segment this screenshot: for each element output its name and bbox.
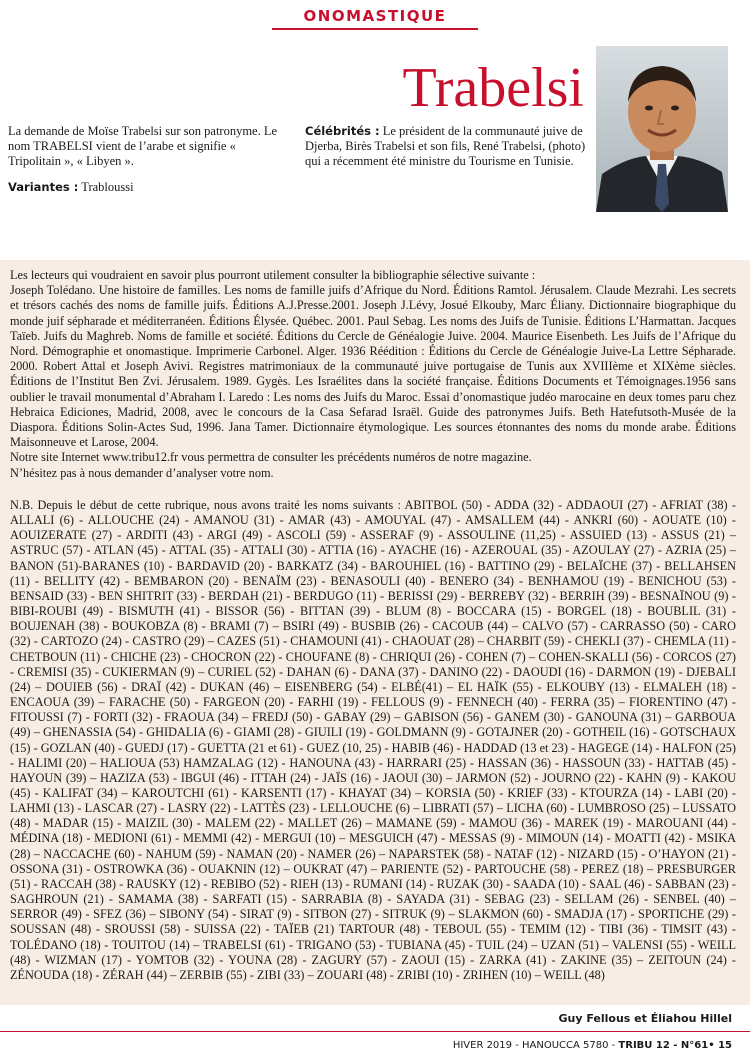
intro-paragraph: [8, 124, 284, 169]
website-note: Notre site Internet www.tribu12.fr vous permettra de consulter les précédents numéros de notre magazine.: [10, 450, 532, 465]
variants-line: [8, 180, 284, 195]
celebrities-paragraph: [305, 124, 592, 169]
authors-credit: Guy Fellous et Éliahou Hillel: [558, 1012, 732, 1025]
footer-magazine: TRIBU 12 - N°61• 15: [618, 1040, 732, 1051]
page-title: Trabelsi: [402, 57, 584, 119]
bibliography-body: Joseph Tolédano. Une histoire de familles. Les noms de famille juifs d’Afrique du Nord. Éditions Ramtol. Jérusalem. Claude Mezrahi. Les secrets et trésors cachés des noms de famille juifs. Éditions A.J.Presse.2001. Joseph J.Lévy, Josué Elkouby, Marc Éliany. Dictionnaire biographique du monde juif sépharade et méditerranéen. Éditions Élysée. Québec. 2001. Paul Sebag. Les noms des Juifs de Tunisie. Éditions L’Harmattan. Jacques Taïeb. Juifs du Maghreb. Noms de famille et société. Éditions du Cercle de Généalogie Juive. 2004. Maurice Eisenbeth. Les Juifs de l’Afrique du Nord. Démographie et onomastique. Imprimerie Carbonel. Alger. 1936 Réédition : Éditions du Cercle de Généalogie Juive-La Lettre Sépharade. 2000. Robert Attal et Joseph Avivi. Registres matrimoniaux de la communauté juive portugaise de Tunis aux XVIIIème et XIXème siècles. Éditions de l’Institut Ben Zvi. Jérusalem. 1989. Gygès. Les Israélites dans la société française. Éditions Documents et Témoignages.1956 sans oublier le travail monumental d’Abraham I. Laredo : Les noms des Juifs du Maroc. Essai d’onomastique judéo marocaine en deux tomes paru chez Hebraica Ediciones, Madrid, 2008, avec le concours de la Casa Sefarad Israël. Guide des patronymes Juifs. Beth Hatefutsoth-Musée de la Diaspora. Éditions Solin-Actes Sud, 1996. Jana Tamer. Dictionnaire étymologique. Les sources étonnantes des noms du monde arabe. Éditions Maisonneuve et Larose, 2004.: [10, 283, 736, 450]
intro-text: La demande de Moïse Trabelsi sur son patronyme. Le nom TRABELSI vient de l’arabe et signifie « Tripolitain », « Libyen ».: [8, 124, 278, 168]
treated-names-list: N.B. Depuis le début de cette rubrique, nous avons traité les noms suivants : ABITBOL (50) - ADDA (32) - ADDAOUI (27) - AFRIAT (38) - ALLALI (6) - ALLOUCHE (24) - AMANOU (31) - AMAR (43) - AMOUYAL (47) - AMSALLEM (44) - ANKRI (60) - AOUATE (10) - AOUIZERATE (27) - ARDITI (43) - ARGI (49) - ASCOLI (59) - ASSERAF (9) - ASSOULINE (11,25) - ASSUIED (13) - ASSUS (21) – ASTRUC (57) - ATLAN (45) - ATTAL (35) - ATTALI (30) - ATTIA (16) - AYACHE (16) - AZEROUAL (35) - AZOULAY (27) - AZRIA (25) – BANON (51)-BARANES (10) - BARDAVID (20) - BARKATZ (34) - BAROUHIEL (16) - BATTINO (29) - BELAÏCHE (37) - BELLAHSEN (11) - BELLITY (42) - BEMBARON (20) - BENAÏM (23) - BENASOULI (40) - BENERO (34) - BENHAMOU (19) - BENICHOU (53) - BENSAID (33) - BEN SHITRIT (33) - BERDAH (21) - BERDUGO (11) - BERISSI (29) - BERREBY (32) - BERRIH (39) - BESNAÏNOU (9) - BIBI-ROUBI (49) - BISMUTH (41) - BISSOR (56) - BITTAN (39) - BLUM (8) - BOCCARA (15) - BORGEL (18) - BOUBLIL (31) - BOUJENAH (38) - BOUKOBZA (8) - BRAMI (7) – BSIRI (49) - BUSBIB (26) - CACOUB (44) – CALVO (57) - CARRASSO (50) - CARO (32) - CARTOZO (24) - CASTRO (29) – CAZES (51) - CHAMOUNI (41) - CHAOUAT (28) – CHARBIT (59) - CHEKLI (37) - CHEMLA (11) - CHETBOUN (11) - CHICHE (23) - CHOCRON (22) - CHOUFANE (8) - CHRIQUI (26) - COHEN (7) – COHEN-SKALLI (56) - CORCOS (27) - CREMISI (35) - CUKIERMAN (9) – CURIEL (52) - DAHAN (6) - DANA (37) - DANINO (22) - DAOUDI (16) - DARMON (19) - DJEBALI (24) – DOUIEB (56) - DRAÏ (42) - DUKAN (46) – EISENBERG (54) - ELBÉ(41) – EL HAÏK (55) - ELKOUBY (13) - ELMALEH (18) - ENCAOUA (39) – FARACHE (50) - FARGEON (20) - FARHI (19) - FELLOUS (9) - FENNECH (40) - FERRA (35) – FIORENTINO (47) - FITOUSSI (7) - FORTI (32) - FRAOUA (34) – FREDJ (50) - GABAY (29) – GABISON (56) - GANEM (30) - GANOUNA (31) – GARBOUA (49) – GHENASSIA (54) - GHIDALIA (6) - GIAMI (28) - GIUILI (19) - GOLDMANN (9) - GOTAJNER (20) - GOTHEIL (16) - GOTSCHAUX (15) - GOZLAN (40) - GUEDJ (17) - GUETTA (21 et 61) - GUEZ (10, 25) - HABIB (46) - HADDAD (13 et 23) - HAGEGE (14) - HALFON (25) - HALIMI (20) – HALIOUA (53) HAMZALAG (12) - HANOUNA (43) - HARRARI (25) - HASSAN (36) - HASSOUN (33) - HATTAB (45) - HAYOUN (39) – HAZIZA (53) - IBGUI (46) - ITTAH (24) - JAÏS (16) - JAOUI (30) – JARMON (52) - JOURNO (22) - KAHN (9) - KAKOU (45) - KALIFAT (34) – KAROUTCHI (61) - KARSENTI (17) - KHAYAT (34) – KORSIA (50) - KRIEF (33) - KTOURZA (14) - LABI (20) - LAHMI (13) - LASCAR (27) - LASRY (22) - LATTÈS (23) - LELLOUCHE (6) – LIBRATI (57) – LICHA (60) - LUMBROSO (25) – LUSSATO (48) - MADAR (15) - MAIZIL (30) - MALEM (22) - MALLET (26) – MAMANE (59) - MAMOU (36) - MAREK (19) - MAROUANI (44) - MÉDINA (18) - MEDIONI (61) - MEMMI (42) - MERGUI (10) – MESGUICH (47) - MESSAS (9) - MIMOUN (14) - MOATTI (42) - MSIKA (28) – NACCACHE (60) - NAHUM (59) - NAMAN (20) - NAMER (26) – NAPARSTEK (58) - NATAF (12) - NIZARD (15) - O’HAYON (21) - OSSONA (31) - OSTROWKA (36) - OUAKNIN (12) – OUKRAT (47) – PARIENTE (52) - PARTOUCHE (58) - PEREZ (18) – PRESBURGER (51) - RACCAH (38) - RAUSKY (12) - REBIBO (52) - RIEH (13) - RUMANI (14) - RUZAK (30) - SAADA (10) - SAAL (46) - SABBAN (23) - SAGHROUN (21) - SAMAMA (38) - SARFATI (15) - SARRABIA (8) - SAYADA (31) - SEBAG (23) - SELLAM (26) - SENBEL (40) – SERROR (49) - SFEZ (36) – SIBONY (54) - SIRAT (9) - SITBON (27) - SITRUK (9) – SLAKMON (60) - SMADJA (17) - SPORTICHE (29) - SOUSSAN (48) - SROUSSI (58) - SUISSA (22) - TAÏEB (21) TARTOUR (48) - TEBOUL (55) - TEMIM (12) - TIBI (36) - TIMSIT (43) - TOLÉDANO (18) - TOUITOU (14) – TRABELSI (61) - TRIGANO (53) - TUBIANA (45) - TUIL (24) – UZAN (51) – VALENSI (55) - WEILL (48) - WIZMAN (17) - YOMTOB (32) - YOUNA (28) - ZAGURY (57) - ZAOUI (15) - ZARKA (41) - ZAKINE (35) – ZEITOUN (24) - ZÉNOUDA (18) - ZÉRAH (44) – ZERBIB (55) - ZIBI (33) – ZOUARI (48) - ZRIBI (10) - ZRIHEN (10) – WEILL (48): [10, 498, 736, 982]
header-rule: [272, 28, 478, 30]
footer-issue: HIVER 2019 - HANOUCCA 5780 -: [452, 1040, 616, 1051]
variants-value: Trabloussi: [81, 180, 134, 194]
celebrities-label: Célébrités :: [305, 124, 380, 138]
ask-note: N’hésitez pas à nous demander d’analyser votre nom.: [10, 465, 274, 480]
footer-rule: [0, 1031, 750, 1032]
variants-label: Variantes :: [8, 180, 79, 194]
celebrities-text: Le président de la communauté juive de Djerba, Birès Trabelsi et son fils, René Trabelsi, (photo) qui a récemment été ministre du Tourisme en Tunisie.: [305, 124, 586, 168]
page-footer: [453, 1040, 732, 1051]
bibliography-intro: Les lecteurs qui voudraient en savoir plus pourront utilement consulter la bibliographie sélective suivante :: [10, 268, 536, 282]
section-header: ONOMASTIQUE: [303, 7, 447, 25]
bibliography: [10, 268, 736, 481]
portrait-photo: [596, 46, 728, 212]
